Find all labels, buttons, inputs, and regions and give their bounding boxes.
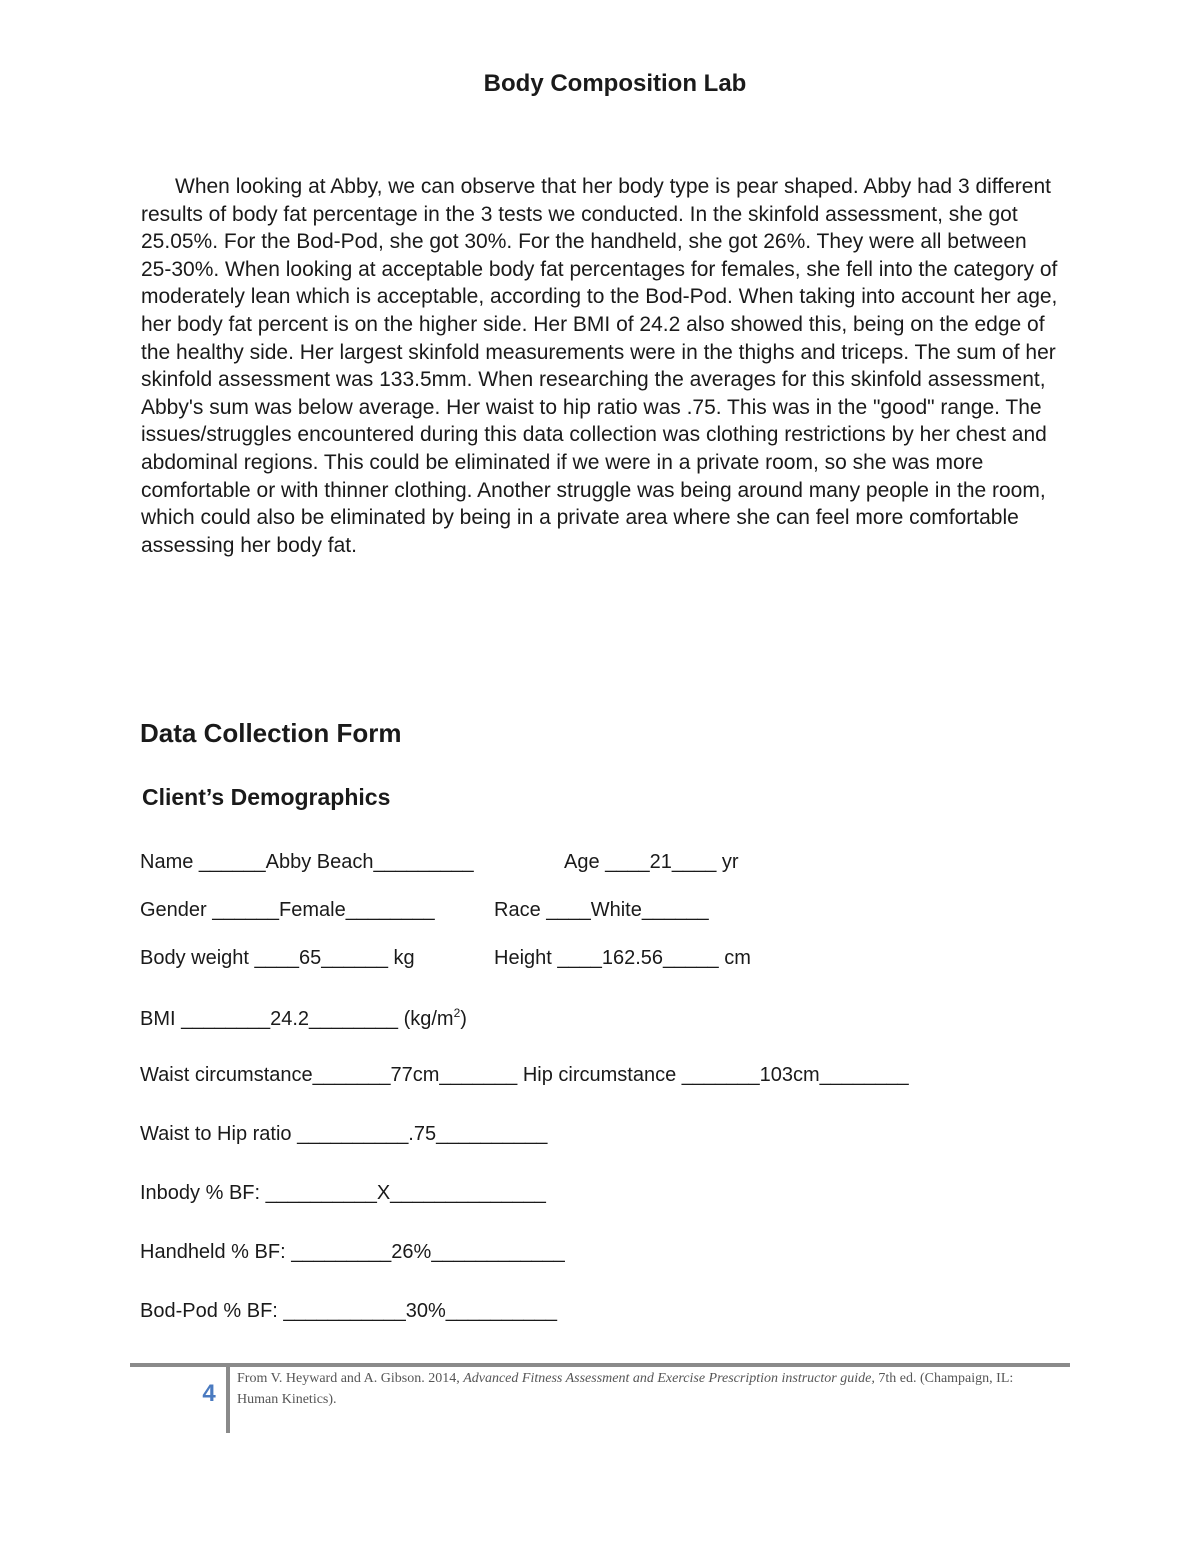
citation-title: Advanced Fitness Assessment and Exercise Prescription instructor guide, [463,1371,875,1386]
waist-hip-circumference-field: Waist circumstance_______77cm_______ Hip circumstance _______103cm________ [140,1064,909,1086]
footer-citation [237,1368,1057,1410]
race-field: Race ____White______ [494,899,709,921]
gender-field: Gender ______Female________ [140,899,435,921]
body-weight-field: Body weight ____65______ kg [140,947,415,969]
page-number: 4 [202,1380,216,1407]
footer-vertical-divider [226,1367,230,1433]
bmi-unit-exponent: 2 [453,1006,461,1020]
bmi-unit-close: ) [460,1008,467,1030]
citation-prefix: From V. Heyward and A. Gibson. 2014, [237,1371,464,1386]
lab-summary-text: When looking at Abby, we can observe that her body type is pear shaped. Abby had 3 different results of body fat percentage in the 3 tests we conducted. In the skinfold assessment, she got 25.05%. For the Bod-Pod, she got 30%. For the handheld, she got 26%. They were all between 25-30%. When looking at acceptable body fat percentages for females, she fell into the category of moderately lean which is acceptable, according to the Bod-Pod. When taking into account her age, her body fat percent is on the higher side. Her BMI of 24.2 also showed this, being on the edge of the healthy side. Her largest skinfold measurements were in the thighs and triceps. The sum of her skinfold assessment was 133.5mm. When researching the averages for this skinfold assessment, Abby's sum was below average. Her waist to hip ratio was .75. This was in the "good" range. The issues/struggles encountered during this data collection was clothing restrictions by her chest and abdominal regions. This could be eliminated if we were in a private room, so she was more comfortable or with thinner clothing. Another struggle was being around many people in the room, which could also be eliminated by being in a private area where she can feel more comfortable assessing her body fat. [141,175,1058,557]
handheld-bf-field: Handheld % BF: _________26%____________ [140,1241,565,1263]
document-title: Body Composition Lab [483,70,747,97]
bodpod-bf-field: Bod-Pod % BF: ___________30%__________ [140,1300,558,1322]
lab-summary-paragraph [141,173,1061,559]
demographics-title: Client’s Demographics [142,784,391,810]
name-field: Name ______Abby Beach_________ [140,851,474,873]
citation-suffix: 7th ed. (Champaign, IL: Human Kinetics). [237,1371,1014,1407]
age-field: Age ____21____ yr [564,851,739,873]
waist-hip-ratio-field: Waist to Hip ratio __________.75__________ [140,1123,548,1145]
bmi-value: BMI ________24.2________ (kg/m [140,1008,454,1030]
form-title: Data Collection Form [140,718,402,748]
inbody-bf-field: Inbody % BF: __________X______________ [140,1182,546,1204]
bmi-field [140,1006,467,1031]
height-field: Height ____162.56_____ cm [494,947,751,969]
footer-divider [130,1363,1070,1367]
